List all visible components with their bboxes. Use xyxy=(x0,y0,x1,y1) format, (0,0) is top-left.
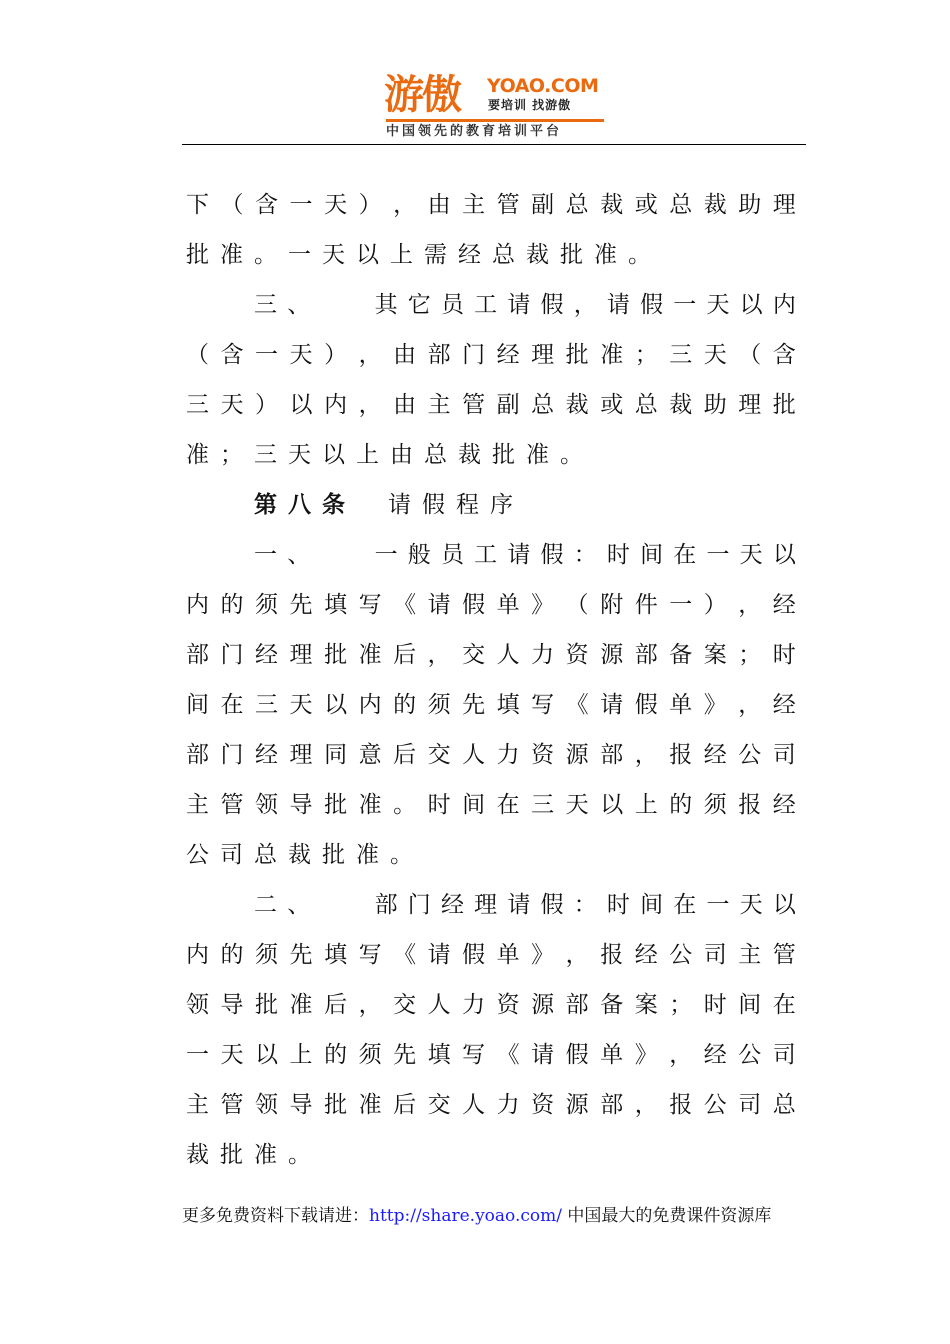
footer-suffix: 中国最大的免费课件资源库 xyxy=(562,1206,772,1226)
page-footer xyxy=(182,1204,802,1228)
article-number: 第八条 xyxy=(254,491,356,518)
logo-divider xyxy=(386,119,604,122)
article-heading xyxy=(186,480,796,530)
text-line: 批 准 。 一 天 以 上 需 经 总 裁 批 准 。 xyxy=(186,242,651,268)
text-line: 间 在 三 天 以 内 的 须 先 填 写 《 请 假 单 》 ， 经 xyxy=(186,692,796,718)
text-line: 主 管 领 导 批 准 。 时 间 在 三 天 以 上 的 须 报 经 xyxy=(186,792,796,818)
header-rule xyxy=(182,144,806,145)
text-line: 公 司 总 裁 批 准 。 xyxy=(186,842,413,868)
footer-link[interactable]: http://share.yoao.com/ xyxy=(369,1206,562,1226)
paragraph-block-2 xyxy=(186,530,796,1180)
text-line: 准 ； 三 天 以 上 由 总 裁 批 准 。 xyxy=(186,442,583,468)
text-line: 三 、 其 它 员 工 请 假 ， 请 假 一 天 以 内 xyxy=(254,292,796,318)
text-line: 内 的 须 先 填 写 《 请 假 单 》 （ 附 件 一 ） ， 经 xyxy=(186,592,796,618)
article-title: 请假程序 xyxy=(388,492,524,518)
text-line: 三 天 ） 以 内 ， 由 主 管 副 总 裁 或 总 裁 助 理 批 xyxy=(186,392,796,418)
text-line: 一 、 一 般 员 工 请 假 ： 时 间 在 一 天 以 xyxy=(254,542,796,568)
logo-wordmark: 游傲 xyxy=(384,72,460,118)
text-line: 部 门 经 理 批 准 后 ， 交 人 力 资 源 部 备 案 ； 时 xyxy=(186,642,796,668)
yoao-logo[interactable] xyxy=(384,73,614,143)
paragraph-block-1 xyxy=(186,180,796,480)
logo-slogan: 要培训 找游傲 xyxy=(488,98,572,112)
text-line: 领 导 批 准 后 ， 交 人 力 资 源 部 备 案 ； 时 间 在 xyxy=(186,992,796,1018)
document-body xyxy=(186,180,796,1180)
text-line: 下 （ 含 一 天 ） ， 由 主 管 副 总 裁 或 总 裁 助 理 xyxy=(186,192,796,218)
text-line: 二 、 部 门 经 理 请 假 ： 时 间 在 一 天 以 xyxy=(254,892,796,918)
text-line: （ 含 一 天 ） ， 由 部 门 经 理 批 准 ； 三 天 （ 含 xyxy=(186,342,796,368)
page-header xyxy=(0,0,950,150)
text-line: 内 的 须 先 填 写 《 请 假 单 》 ， 报 经 公 司 主 管 xyxy=(186,942,796,968)
logo-domain: YOAO.COM xyxy=(487,75,599,97)
text-line: 一 天 以 上 的 须 先 填 写 《 请 假 单 》 ， 经 公 司 xyxy=(186,1042,796,1068)
logo-tagline: 中国领先的教育培训平台 xyxy=(386,124,563,139)
text-line: 主 管 领 导 批 准 后 交 人 力 资 源 部 ， 报 公 司 总 xyxy=(186,1092,796,1118)
text-line: 部 门 经 理 同 意 后 交 人 力 资 源 部 ， 报 经 公 司 xyxy=(186,742,796,768)
footer-prefix: 更多免费资料下载请进： xyxy=(182,1206,369,1226)
text-line: 裁 批 准 。 xyxy=(186,1142,311,1168)
